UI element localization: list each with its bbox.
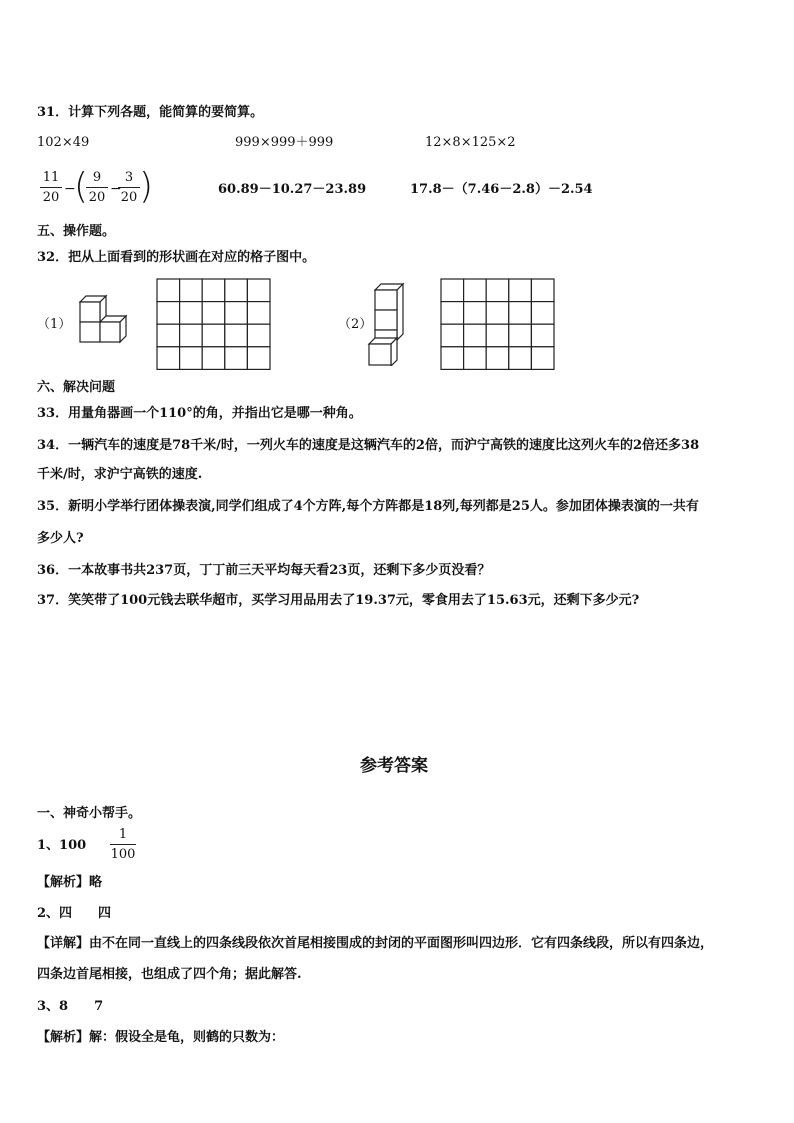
- q33-text: 33．用量角器画一个110°的角，并指出它是哪一种角。: [37, 406, 362, 421]
- grid-cell[interactable]: [441, 324, 464, 347]
- grid-cell[interactable]: [441, 279, 464, 302]
- q31-fraction-b: [86, 170, 108, 205]
- answer-2-detail-line-2: 四条边首尾相接，也组成了四个角；据此解答.: [37, 967, 302, 982]
- q31-paren-left: (: [74, 166, 89, 207]
- answer-1-fraction: [110, 827, 136, 862]
- grid-cell[interactable]: [486, 324, 509, 347]
- q36-text: 36．一本故事书共237页，丁丁前三天平均每天看23页，还剩下多少页没看？: [37, 563, 491, 578]
- answer-3-note: 【解析】解：假设全是龟，则鹤的只数为：: [37, 1030, 285, 1045]
- q37-text: 37．笑笑带了100元钱去联华超市，买学习用品用去了19.37元，零食用去了15.63元，还剩下多少元?: [37, 593, 640, 608]
- cube-figure-2: [365, 282, 413, 366]
- grid-cell[interactable]: [225, 279, 248, 302]
- grid-cell[interactable]: [180, 347, 203, 370]
- grid-cell[interactable]: [531, 324, 554, 347]
- grid-cell[interactable]: [202, 347, 225, 370]
- grid-cell[interactable]: [531, 279, 554, 302]
- grid-cell[interactable]: [180, 324, 203, 347]
- grid-cell[interactable]: [202, 302, 225, 325]
- answer-3: 3、8 7: [37, 999, 104, 1014]
- grid-cell[interactable]: [157, 302, 180, 325]
- grid-cell[interactable]: [531, 302, 554, 325]
- grid-cell[interactable]: [441, 347, 464, 370]
- answer-2-detail-line-1: 【详解】由不在同一直线上的四条线段依次首尾相接围成的封闭的平面图形叫四边形．它有四条线段，所以有四条边，: [37, 936, 714, 951]
- q31-minus-2: −: [110, 181, 122, 197]
- q31-expr-1: 102×49: [37, 135, 90, 150]
- grid-cell[interactable]: [225, 347, 248, 370]
- q34-line-2: 千米/时，求沪宁高铁的速度.: [37, 467, 203, 482]
- q31-expr-5: 60.89－10.27－23.89: [218, 182, 367, 197]
- grid-cell[interactable]: [464, 302, 487, 325]
- frac-c-numerator: 3: [124, 170, 134, 185]
- grid-cell[interactable]: [247, 279, 270, 302]
- section-5-heading: 五、操作题。: [37, 224, 116, 239]
- q31-paren-right: ): [139, 166, 154, 207]
- grid-cell[interactable]: [486, 279, 509, 302]
- frac-a-numerator: 11: [42, 170, 60, 185]
- grid-cell[interactable]: [464, 279, 487, 302]
- grid-cell[interactable]: [464, 347, 487, 370]
- q32-title: 32．把从上面看到的形状画在对应的格子图中。: [37, 250, 316, 265]
- q35-line-2: 多少人?: [37, 531, 84, 546]
- grid-cell[interactable]: [157, 347, 180, 370]
- grid-cell[interactable]: [247, 347, 270, 370]
- grid-cell[interactable]: [486, 302, 509, 325]
- q31-minus-1: −: [64, 181, 76, 197]
- answer-grid-1[interactable]: [156, 278, 272, 372]
- grid-cell[interactable]: [509, 324, 532, 347]
- frac-c-bar: [118, 187, 140, 188]
- frac-b-bar: [86, 187, 108, 188]
- frac-a-bar: [40, 187, 62, 188]
- grid-cell[interactable]: [509, 302, 532, 325]
- grid-cell[interactable]: [509, 347, 532, 370]
- q31-expr-2: 999×999＋999: [235, 135, 334, 150]
- grid-cell[interactable]: [486, 347, 509, 370]
- answer-2: 2、四 四: [37, 906, 112, 921]
- grid-cell[interactable]: [247, 324, 270, 347]
- grid-cell[interactable]: [531, 347, 554, 370]
- grid-cell[interactable]: [157, 324, 180, 347]
- frac-b-denominator: 20: [88, 190, 106, 205]
- a1-frac-denominator: 100: [110, 847, 136, 862]
- q34-line-1: 34．一辆汽车的速度是78千米/时，一列火车的速度是这辆汽车的2倍，而沪宁高铁的速度比这列火车的2倍还多38: [37, 438, 700, 453]
- grid-cell[interactable]: [464, 324, 487, 347]
- q31-expr-3: 12×8×125×2: [425, 135, 516, 150]
- grid-cell[interactable]: [180, 279, 203, 302]
- cube-figure-1: [72, 292, 132, 354]
- grid-cell[interactable]: [509, 279, 532, 302]
- answer-1: 1、100: [37, 838, 87, 853]
- grid-cell[interactable]: [157, 279, 180, 302]
- q31-expr-6: 17.8－（7.46－2.8）－2.54: [410, 182, 593, 197]
- answers-title: 参考答案: [360, 756, 428, 776]
- answer-1-note: 【解析】略: [37, 875, 103, 890]
- grid-cell[interactable]: [202, 324, 225, 347]
- section-6-heading: 六、解决问题: [37, 380, 116, 395]
- frac-b-numerator: 9: [92, 170, 102, 185]
- frac-c-denominator: 20: [120, 190, 138, 205]
- q31-title: 31．计算下列各题，能简算的要简算。: [37, 105, 264, 120]
- q31-fraction-c: [118, 170, 140, 205]
- q35-line-1: 35．新明小学举行团体操表演,同学们组成了4个方阵,每个方阵都是18列,每列都是25人。参加团体操表演的一共有: [37, 499, 699, 514]
- grid-cell[interactable]: [202, 279, 225, 302]
- grid-cell[interactable]: [180, 302, 203, 325]
- answer-grid-2[interactable]: [440, 278, 556, 372]
- q31-fraction-a: [40, 170, 62, 205]
- a1-frac-numerator: 1: [118, 827, 128, 842]
- q32-label-2: （2）: [338, 317, 373, 332]
- grid-cell[interactable]: [225, 324, 248, 347]
- a1-frac-bar: [110, 844, 136, 845]
- answers-section-1: 一、神奇小帮手。: [37, 806, 142, 821]
- frac-a-denominator: 20: [42, 190, 60, 205]
- grid-cell[interactable]: [225, 302, 248, 325]
- grid-cell[interactable]: [247, 302, 270, 325]
- grid-cell[interactable]: [441, 302, 464, 325]
- q32-label-1: （1）: [37, 317, 72, 332]
